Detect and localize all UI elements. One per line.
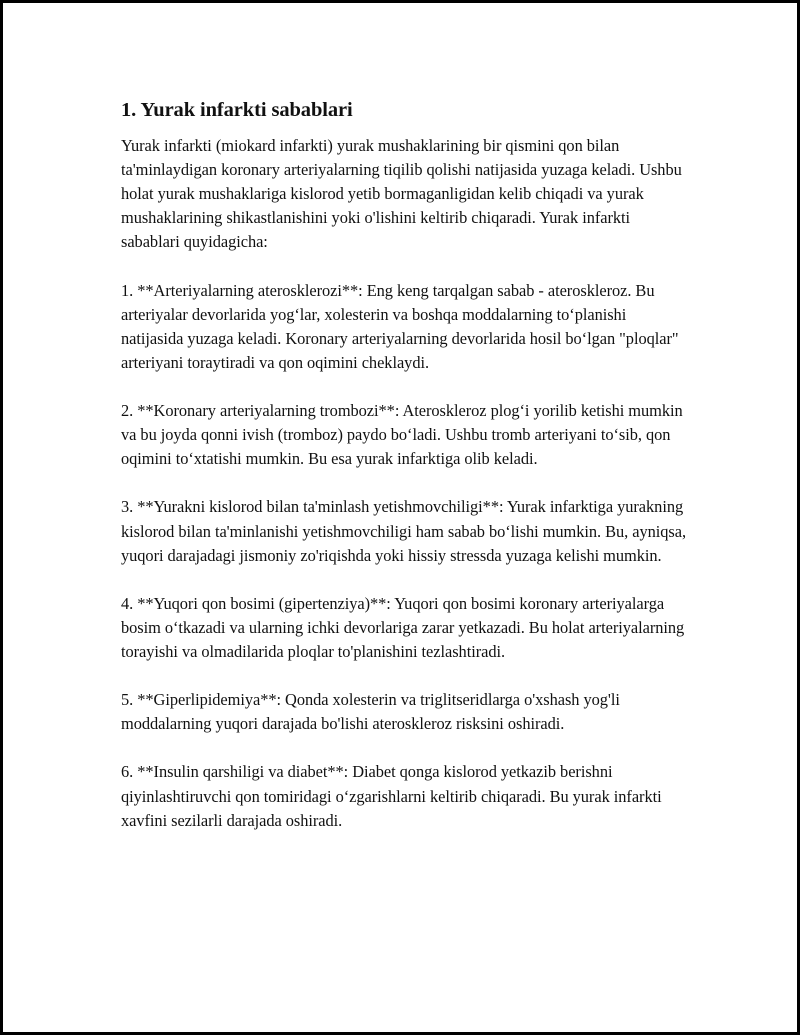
cause-item-hyperlipidemia: 5. **Giperlipidemiya**: Qonda xolesterin va triglitseridlarga o'xshash yog'li moddalarning yuqori darajada bo'lishi ateroskleroz risksini oshiradi. [121,690,620,734]
cause-item-atherosclerosis: 1. **Arteriyalarning aterosklerozi**: Eng keng tarqalgan sabab - ateroskleroz. Bu arteriyalar devorlarida yog‘lar, xolesterin va boshqa moddalarning to‘planishi natijasida yuzaga keladi. Koronary arteriyalarning devorlarida hosil bo‘lgan "ploqlar" arteriyani toraytiradi va qon oqimini cheklaydi. [121,280,679,372]
cause-item-diabetes: 6. **Insulin qarshiligi va diabet**: Diabet qonga kislorod yetkazib berishni qiyinlashtiruvchi qon tomiridagi o‘zgarishlarni keltirib chiqaradi. Bu yurak infarkti xavfini sezilarli darajada oshiradi. [121,762,662,830]
cause-item-oxygen-deficiency: 3. **Yurakni kislorod bilan ta'minlash yetishmovchiligi**: Yurak infarktiga yurakning kislorod bilan ta'minlanishi yetishmovchiligi ham sabab bo‘lishi mumkin. Bu, ayniqsa, yuqori darajadagi jismoniy zo'riqishda yoki hissiy stressda yuzaga kelishi mumkin. [121,497,687,565]
document-title: 1. Yurak infarkti sabablari [121,99,353,121]
cause-item-thrombosis: 2. **Koronary arteriyalarning trombozi**: Ateroskleroz plog‘i yorilib ketishi mumkin va bu joyda qonni ivish (tromboz) paydo bo‘ladi. Ushbu tromb arteriyani to‘sib, qon oqimini to‘xtatishi mumkin. Bu esa yurak infarktiga olib keladi. [121,401,683,469]
cause-item-hypertension: 4. **Yuqori qon bosimi (gipertenziya)**: Yuqori qon bosimi koronary arteriyalarga bosim o‘tkazadi va ularning ichki devorlariga zarar yetkazadi. Bu holat arteriyalarning torayishi va olmadilarida ploqlar to'planishini tezlashtiradi. [121,593,685,661]
document-body [121,97,691,857]
intro-paragraph: Yurak infarkti (miokard infarkti) yurak mushaklarining bir qismini qon bilan ta'minlaydigan koronary arteriyalarning tiqilib qolishi natijasida yuzaga keladi. Ushbu holat yurak mushaklariga kislorod yetib bormaganligidan kelib chiqadi va yurak mushaklarining shikastlanishini yoki o'lishini keltirib chiqaradi. Yurak infarkti sabablari quyidagicha: [121,136,682,252]
